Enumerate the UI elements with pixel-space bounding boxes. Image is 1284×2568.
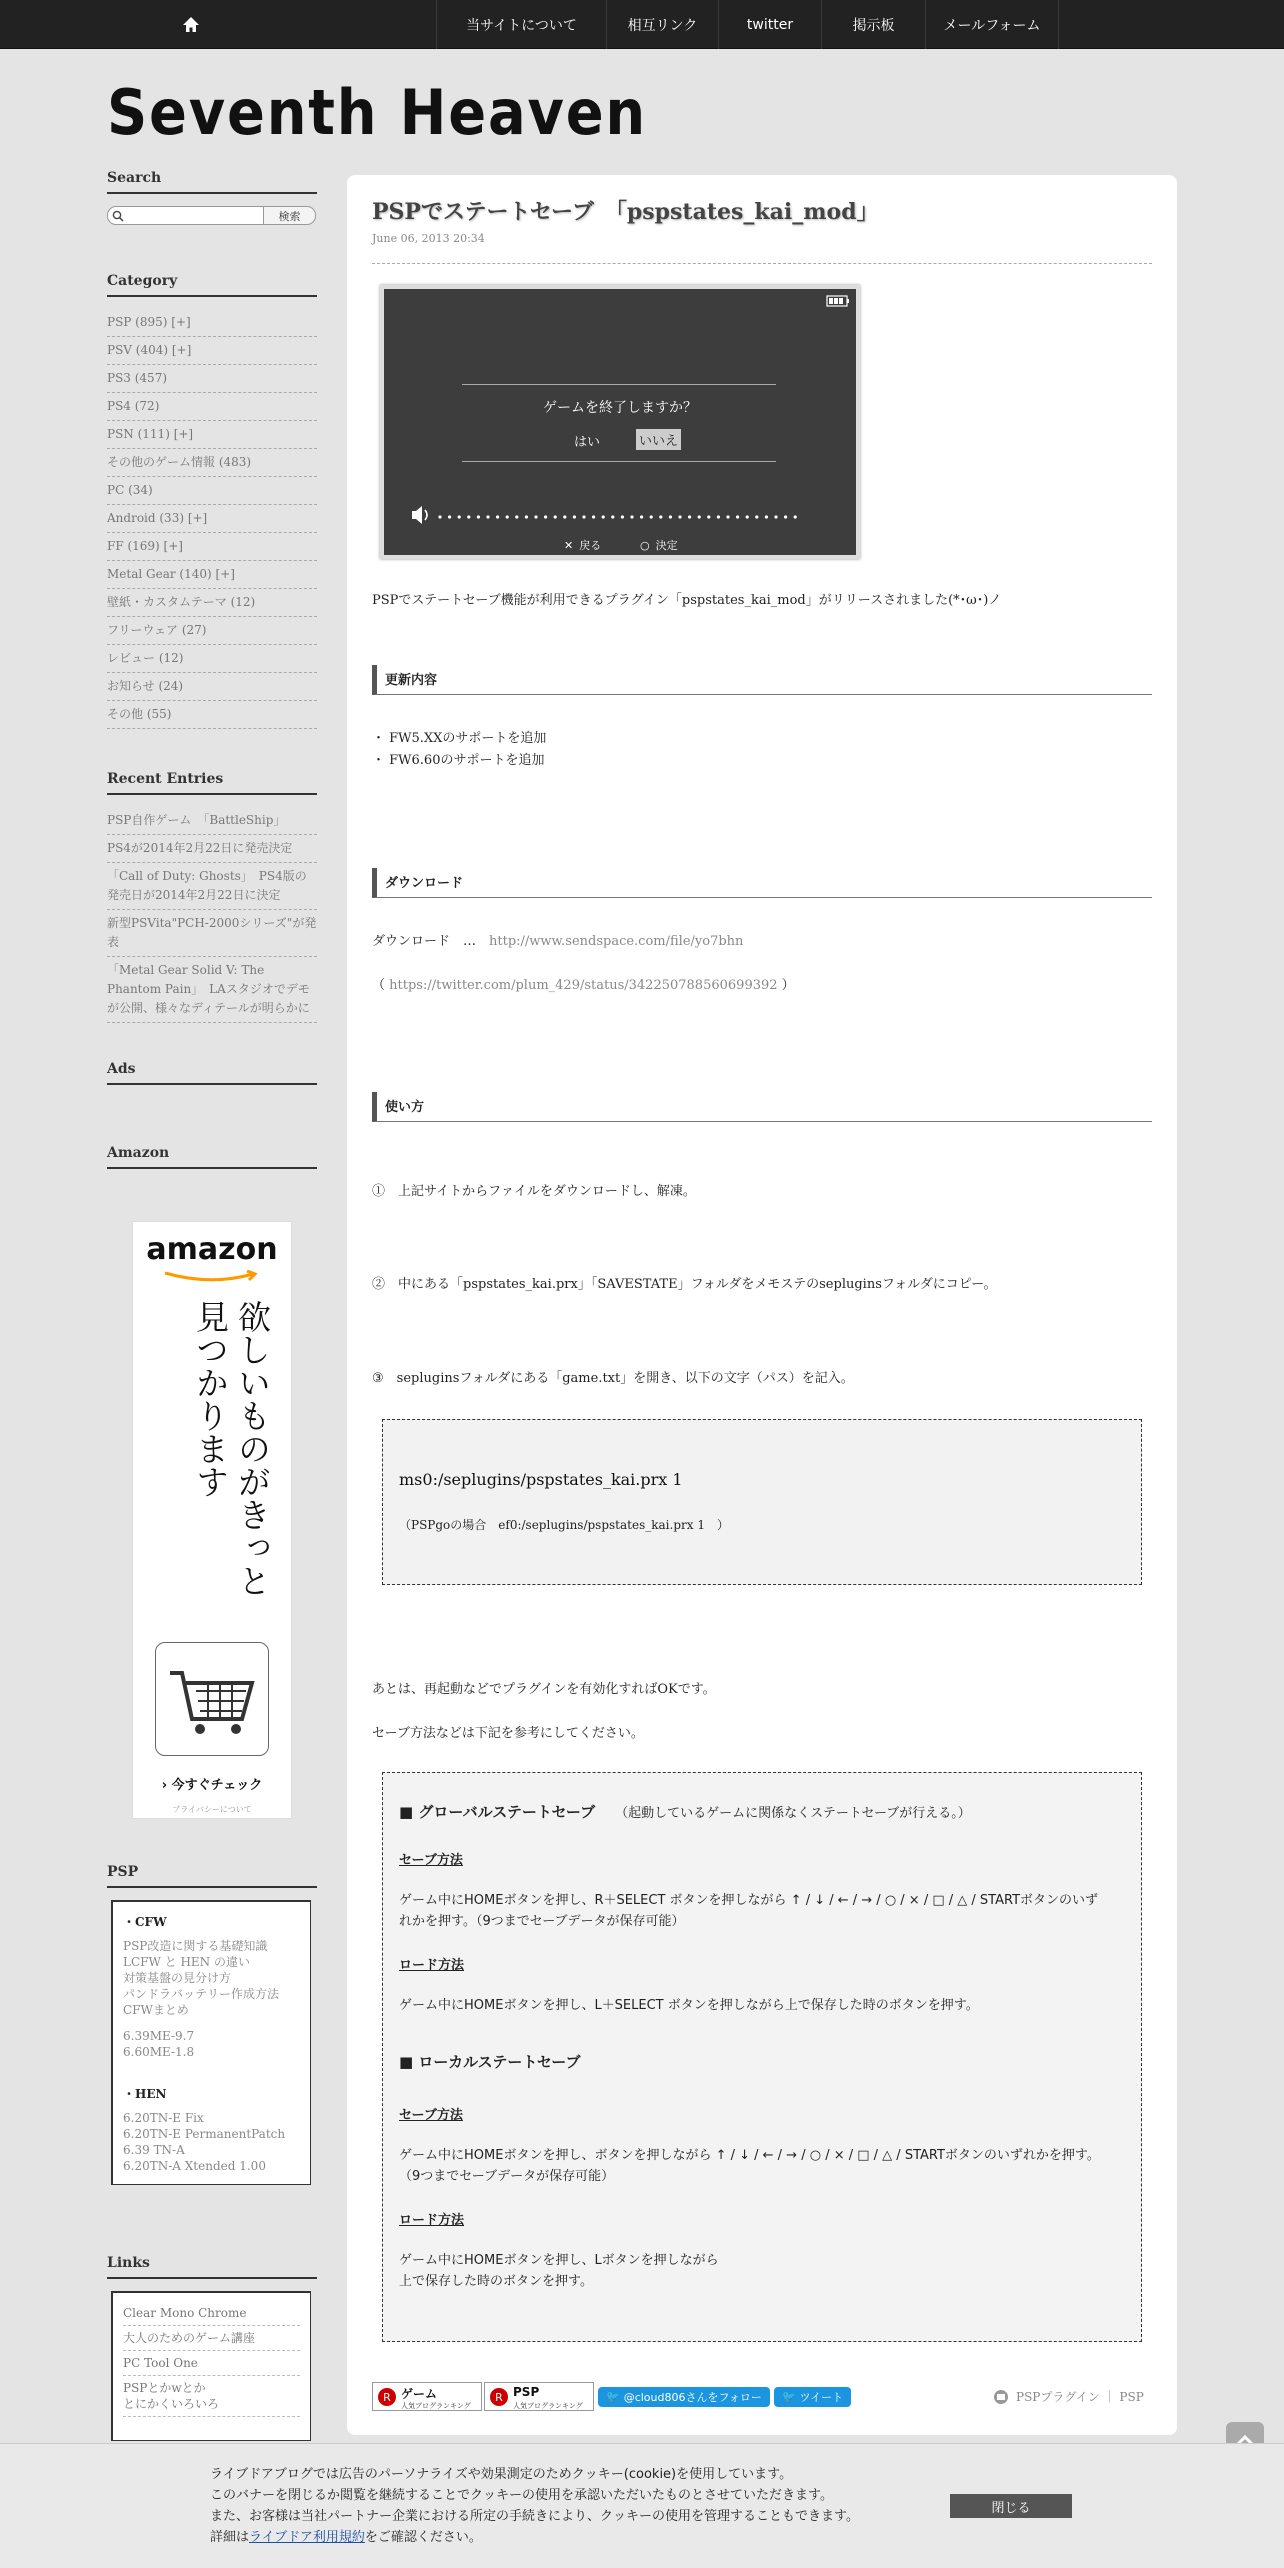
code-note: （PSPgoの場合 ef0:/seplugins/pspstates_kai.prx 1 ）: [399, 1518, 729, 1532]
follow-label: @cloud806さんをフォロー: [623, 2390, 762, 2404]
global-save-heading: セーブ方法: [399, 1853, 463, 1868]
twitter-open: （: [372, 978, 390, 993]
volume-dot: [688, 515, 691, 518]
main-article: [347, 175, 1177, 2435]
volume-dot: [640, 515, 643, 518]
category-item[interactable]: PSP (895) [+]: [107, 309, 317, 337]
category-item[interactable]: PS4 (72): [107, 393, 317, 421]
step-1: ① 上記サイトからファイルをダウンロードし、解凍。: [372, 1184, 696, 1199]
post-date: June 06, 2013 20:34: [372, 232, 1152, 264]
dialog-yes: はい: [574, 435, 601, 450]
links-item[interactable]: Clear Mono Chrome: [123, 2301, 300, 2326]
volume-dot: [506, 515, 509, 518]
back-hint: [564, 537, 601, 553]
global-title: ■ グローバルステートセーブ: [399, 1803, 596, 1821]
twitter-row: [372, 974, 795, 993]
ads-heading: Ads: [107, 1061, 317, 1085]
psp-link[interactable]: 6.20TN-A Xtended 1.00: [123, 2159, 266, 2173]
amazon-ad[interactable]: [132, 1221, 292, 1819]
nav-about[interactable]: 当サイトについて: [436, 0, 606, 49]
twitter-close: ）: [777, 978, 795, 993]
cookie-close-button[interactable]: 閉じる: [950, 2494, 1072, 2518]
search-form: [107, 206, 317, 225]
category-item[interactable]: その他のゲーム情報 (483): [107, 449, 317, 477]
volume-dot: [592, 515, 595, 518]
volume-dot: [486, 515, 489, 518]
hen-heading: ・HEN: [123, 2087, 167, 2101]
amazon-smile-icon: [161, 1270, 261, 1284]
category-item[interactable]: フリーウェア (27): [107, 617, 317, 645]
battery-icon: [826, 295, 850, 307]
local-save-text-1: ゲーム中にHOMEボタンを押し、ボタンを押しながら ↑ / ↓ / ← / → / ○ / × / □ / △ / STARTボタンのいずれかを押す。: [399, 2148, 1100, 2163]
intro-text: PSPでステートセーブ機能が利用できるプラグイン「pspstates_kai_mod」がリリースされました(*･ω･)ノ: [372, 593, 1002, 608]
amazon-cta[interactable]: › 今すぐチェック: [161, 1778, 263, 1793]
links-item[interactable]: PC Tool One: [123, 2351, 300, 2376]
tweet-label: ツイート: [799, 2390, 844, 2404]
ranking-game-label: ゲーム: [401, 2387, 438, 2401]
twitter-follow-button[interactable]: [598, 2387, 770, 2407]
volume-dot: [698, 515, 701, 518]
volume-dot: [678, 515, 681, 518]
links-item[interactable]: 大人のためのゲーム講座: [123, 2326, 300, 2351]
step-3: ③ sepluginsフォルダにある「game.txt」を開き、以下の文字（パス）を記入。: [372, 1371, 854, 1386]
search-icon: [112, 210, 124, 222]
nav-twitter[interactable]: twitter: [718, 0, 821, 49]
ranking-icon: [489, 2387, 509, 2407]
psp-box: [111, 1900, 311, 2185]
search-input[interactable]: [107, 206, 264, 225]
code-line: ms0:/seplugins/pspstates_kai.prx 1: [399, 1470, 683, 1489]
volume-dot: [774, 515, 777, 518]
category-list: [107, 309, 317, 729]
links-heading: Links: [107, 2255, 317, 2279]
psp-link[interactable]: パンドラバッテリー作成方法: [123, 1987, 280, 2001]
local-load-text-2: 上で保存した時のボタンを押す。: [399, 2274, 593, 2289]
psp-link[interactable]: 対策基盤の見分け方: [123, 1971, 232, 1985]
psp-link[interactable]: 6.20TN-E Fix: [123, 2111, 204, 2125]
amazon-privacy[interactable]: プライバシーについて: [172, 1805, 252, 1814]
ranking-psp-label: PSP: [513, 2385, 540, 2399]
post-tags: [992, 2388, 1144, 2405]
recent-entry[interactable]: 「Call of Duty: Ghosts」 PS4版の発売日が2014年2月22日に決定: [107, 863, 317, 910]
code-box: [382, 1419, 1142, 1585]
recent-entry[interactable]: 「Metal Gear Solid V: The Phantom Pain」 LAスタジオでデモが公開、様々なディテールが明らかに: [107, 957, 317, 1023]
volume-dot: [458, 515, 461, 518]
update-item: ・ FW5.XXのサポートを追加: [372, 731, 547, 746]
ok-label: 決定: [655, 539, 678, 552]
back-label: 戻る: [579, 539, 602, 552]
volume-dot: [746, 515, 749, 518]
local-load-text-1: ゲーム中にHOMEボタンを押し、Lボタンを押しながら: [399, 2253, 719, 2268]
cookie-line: [210, 2527, 859, 2548]
psp-section: [107, 1864, 317, 2185]
category-item[interactable]: PSN (111) [+]: [107, 421, 317, 449]
psp-link[interactable]: CFWまとめ: [123, 2003, 189, 2017]
psp-link[interactable]: 6.39ME-9.7: [123, 2029, 195, 2043]
search-button[interactable]: 検索: [264, 206, 316, 225]
ranking-game-banner[interactable]: [372, 2382, 482, 2411]
volume-dot: [717, 515, 720, 518]
volume-dot: [525, 515, 528, 518]
volume-bar: [410, 505, 810, 525]
cookie-line-pre: 詳細は: [210, 2530, 250, 2545]
logo-text: Seventh Heaven: [107, 80, 647, 146]
cookie-line-post: をご確認ください。: [364, 2530, 482, 2545]
ranking-psp-banner[interactable]: [484, 2382, 594, 2411]
ranking-icon: [377, 2387, 397, 2407]
cross-icon: ✕: [564, 538, 574, 552]
volume-dot: [650, 515, 653, 518]
savestate-box: [382, 1772, 1142, 2342]
local-save-text-2: （9つまでセーブデータが保存可能）: [399, 2169, 615, 2184]
psp-link[interactable]: 6.60ME-1.8: [123, 2045, 195, 2059]
volume-dot: [659, 515, 662, 518]
global-save-text-2: れかを押す。（9つまでセーブデータが保存可能）: [399, 1914, 685, 1929]
volume-dot: [630, 515, 633, 518]
svg-text:R: R: [495, 2391, 503, 2404]
amazon-heading: Amazon: [107, 1145, 317, 1169]
circle-icon: ○: [640, 538, 650, 552]
volume-dot: [438, 515, 441, 518]
volume-dot: [726, 515, 729, 518]
psp-link[interactable]: LCFW と HEN の違い: [123, 1955, 250, 1969]
links-section: [107, 2255, 317, 2441]
post-footer-buttons: [372, 2382, 851, 2411]
terms-link[interactable]: ライブドア利用規約: [249, 2530, 365, 2545]
local-title: ■ ローカルステートセーブ: [399, 2053, 581, 2071]
volume-dot: [554, 515, 557, 518]
recent-entry[interactable]: PS4が2014年2月22日に発売決定: [107, 835, 317, 863]
volume-dot: [496, 515, 499, 518]
volume-dot: [534, 515, 537, 518]
global-note: （起動しているゲームに関係なくステートセーブが行える。）: [615, 1806, 971, 1821]
after-text-2: セーブ方法などは下記を参考にしてください。: [372, 1726, 644, 1741]
dialog-rule-top: [462, 384, 776, 385]
category-item[interactable]: Metal Gear (140) [+]: [107, 561, 317, 589]
global-title-row: [399, 1801, 971, 1822]
volume-dot: [784, 515, 787, 518]
psp-link[interactable]: PSP改造に関する基礎知識: [123, 1939, 268, 1953]
volume-dot: [515, 515, 518, 518]
global-load-text: ゲーム中にHOMEボタンを押し、L＋SELECT ボタンを押しながら上で保存した時のボタンを押す。: [399, 1998, 979, 2013]
tag-list[interactable]: PSPプラグイン ｜ PSP: [1016, 2390, 1144, 2404]
volume-dot: [544, 515, 547, 518]
volume-dot: [573, 515, 576, 518]
search-heading: Search: [107, 170, 317, 194]
cookie-line: また、お客様は当社パートナー企業における所定の手続きにより、クッキーの使用を管理することもできます。: [210, 2509, 859, 2524]
volume-dot: [707, 515, 710, 518]
category-item[interactable]: PS3 (457): [107, 365, 317, 393]
svg-text:R: R: [383, 2391, 391, 2404]
local-load-heading: ロード方法: [399, 2213, 465, 2228]
cookie-text: [210, 2464, 859, 2548]
global-load-heading: ロード方法: [399, 1958, 465, 1973]
dialog-text: ゲームを終了しますか？: [543, 400, 697, 416]
download-heading: ダウンロード: [372, 868, 1152, 898]
ranking-sub: 人気ブログランキング: [401, 2402, 471, 2410]
amazon-tagline: 欲しいものがきっと見つかります: [191, 1300, 272, 1597]
category-item[interactable]: Android (33) [+]: [107, 505, 317, 533]
comment-icon: [992, 2389, 1010, 2405]
local-save-heading: セーブ方法: [399, 2108, 463, 2123]
amazon-logo: amazon: [146, 1232, 278, 1267]
volume-dot: [669, 515, 672, 518]
ok-hint: [640, 537, 678, 553]
volume-dot: [477, 515, 480, 518]
dialog-no: いいえ: [636, 429, 681, 450]
nav-links[interactable]: 相互リンク: [606, 0, 718, 49]
volume-dot: [602, 515, 605, 518]
psp-link[interactable]: 6.39 TN-A: [123, 2143, 185, 2157]
after-text-1: あとは、再起動などでプラグインを有効化すればOKです。: [372, 1682, 716, 1697]
twitter-bird-icon: 🐦: [781, 2390, 796, 2403]
cookie-line: ライブドアブログでは広告のパーソナライズや効果測定のためクッキー(cookie)を使用しています。: [210, 2467, 793, 2482]
top-nav: [0, 0, 1284, 49]
volume-dot: [765, 515, 768, 518]
site-logo[interactable]: [107, 80, 647, 146]
volume-dot: [563, 515, 566, 518]
volume-dot: [611, 515, 614, 518]
recent-list: [107, 807, 317, 1023]
dialog-rule-bottom: [462, 461, 776, 462]
recent-entry[interactable]: PSP自作ゲーム 「BattleShip」: [107, 807, 317, 835]
category-item[interactable]: その他 (55): [107, 701, 317, 729]
global-save-text-1: ゲーム中にHOMEボタンを押し、R＋SELECT ボタンを押しながら ↑ / ↓ / ← / → / ○ / × / □ / △ / STARTボタンのいず: [399, 1893, 1099, 1908]
category-item[interactable]: FF (169) [+]: [107, 533, 317, 561]
twitter-link[interactable]: https://twitter.com/plum_429/status/342250788560699392: [389, 978, 778, 993]
recent-entry[interactable]: 新型PSVita"PCH-2000シリーズ"が発表: [107, 910, 317, 957]
sidebar: [107, 170, 317, 1181]
download-link[interactable]: http://www.sendspace.com/file/yo7bhn: [489, 934, 744, 949]
recent-heading: Recent Entries: [107, 771, 317, 795]
twitter-bird-icon: 🐦: [606, 2390, 620, 2403]
update-heading: 更新内容: [372, 665, 1152, 695]
post-title[interactable]: PSPでステートセーブ 「pspstates_kai_mod」: [372, 199, 879, 225]
home-icon[interactable]: [180, 14, 202, 36]
cookie-banner: [0, 2443, 1284, 2568]
update-item: ・ FW6.60のサポートを追加: [372, 753, 545, 768]
volume-dot: [794, 515, 797, 518]
psp-heading: PSP: [107, 1864, 317, 1888]
volume-dot: [582, 515, 585, 518]
psp-screenshot: [380, 285, 860, 559]
download-label: ダウンロード …: [372, 934, 490, 949]
volume-dot: [467, 515, 470, 518]
links-item[interactable]: PSPとかwとか とにかくいろいろ: [123, 2376, 300, 2417]
nav-bbs[interactable]: 掲示板: [821, 0, 925, 49]
category-item[interactable]: PC (34): [107, 477, 317, 505]
category-item[interactable]: レビュー (12): [107, 645, 317, 673]
tweet-button[interactable]: [774, 2387, 851, 2407]
ranking-sub: 人気ブログランキング: [513, 2402, 583, 2410]
cfw-heading: ・CFW: [123, 1915, 167, 1929]
volume-dot: [448, 515, 451, 518]
links-box: [111, 2291, 311, 2441]
category-item[interactable]: PSV (404) [+]: [107, 337, 317, 365]
cart-icon: [155, 1642, 269, 1756]
category-item[interactable]: 壁紙・カスタムテーマ (12): [107, 589, 317, 617]
usage-heading: 使い方: [372, 1092, 1152, 1122]
psp-link[interactable]: 6.20TN-E PermanentPatch: [123, 2127, 286, 2141]
category-heading: Category: [107, 273, 317, 297]
cookie-line: このバナーを閉じるか閲覧を継続することでクッキーの使用を承認いただいたものとさせていただきます。: [210, 2488, 833, 2503]
nav-mailform[interactable]: メールフォーム: [925, 0, 1059, 49]
volume-dot: [736, 515, 739, 518]
category-item[interactable]: お知らせ (24): [107, 673, 317, 701]
download-row: [372, 930, 743, 949]
volume-dot: [755, 515, 758, 518]
volume-dot: [621, 515, 624, 518]
step-2: ② 中にある「pspstates_kai.prx」「SAVESTATE」フォルダをメモステのsepluginsフォルダにコピー。: [372, 1277, 997, 1292]
